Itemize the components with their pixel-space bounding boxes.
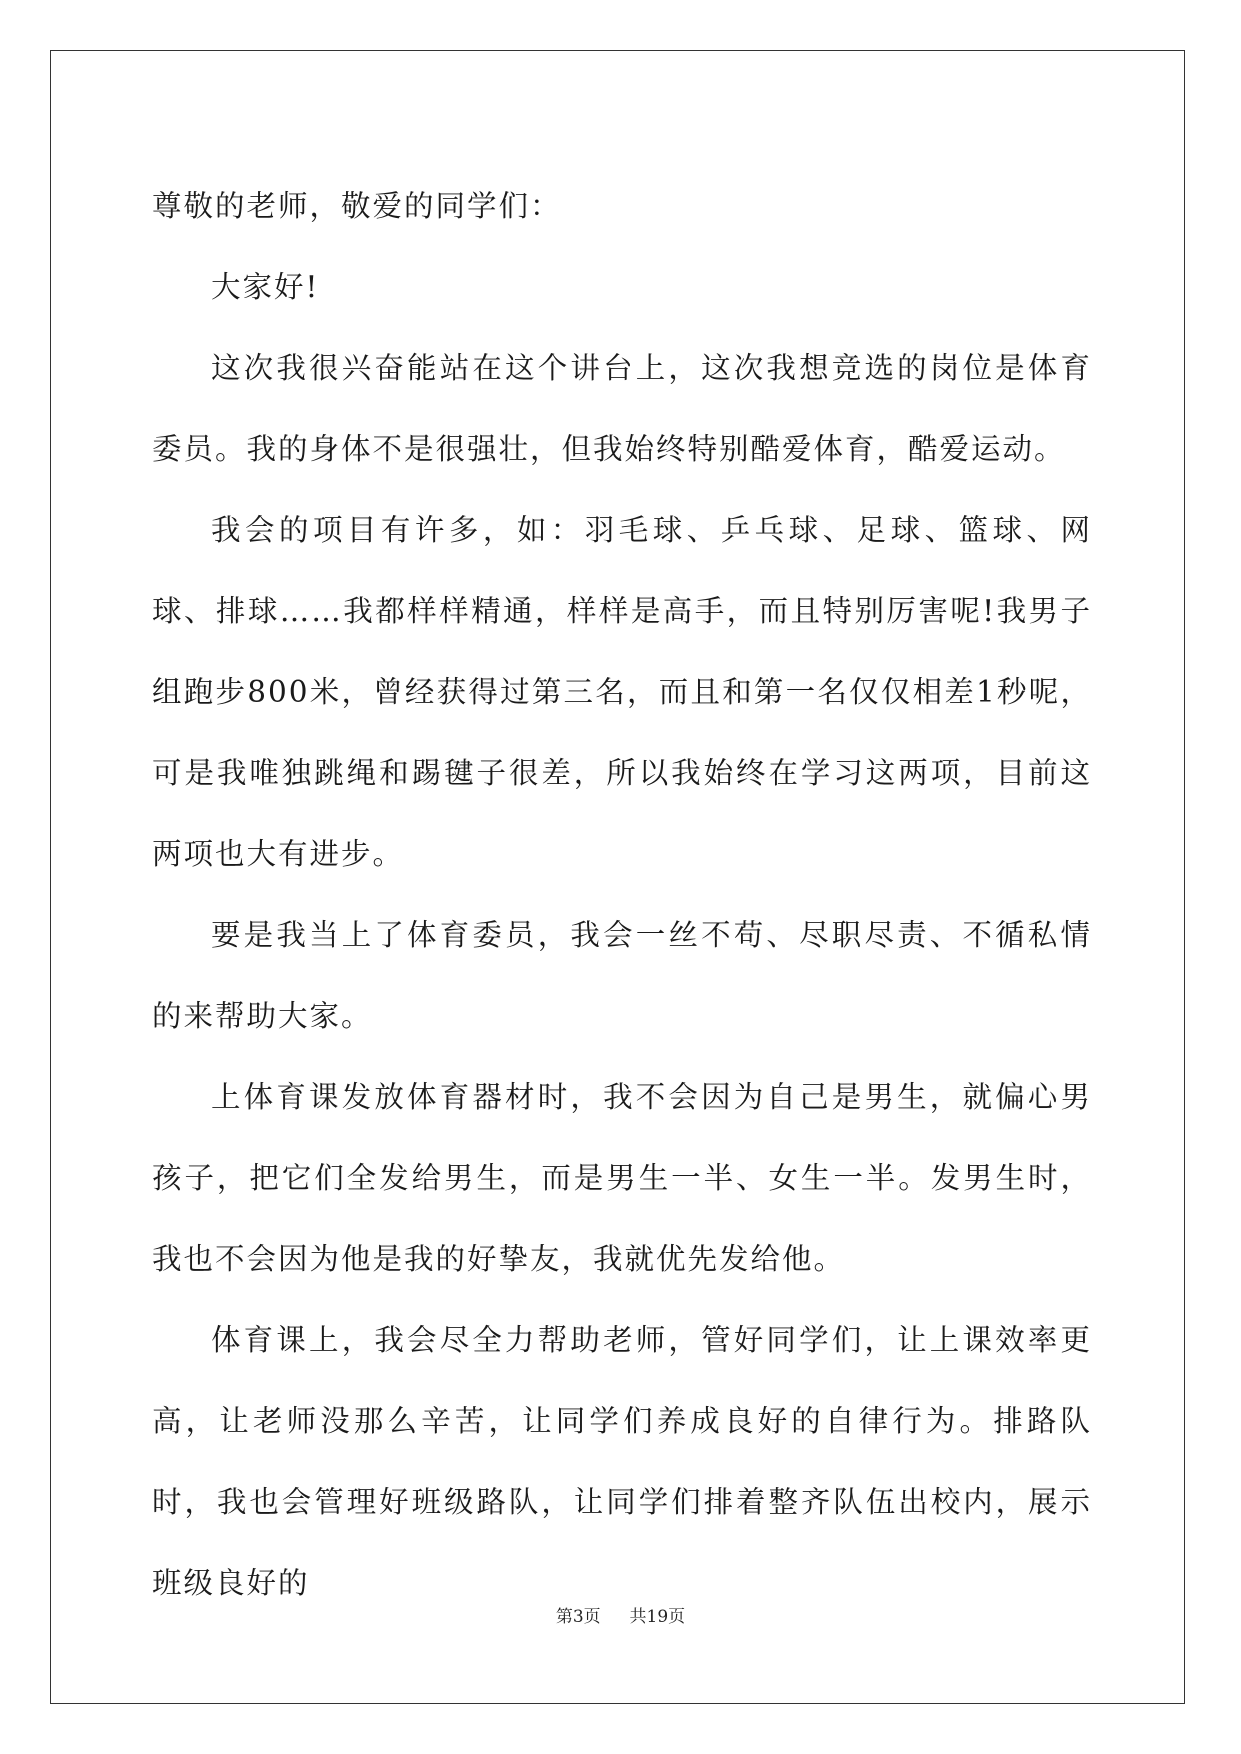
page-number: 第3页 bbox=[555, 1607, 601, 1627]
greeting: 大家好! bbox=[211, 270, 320, 304]
page-total: 共19页 bbox=[629, 1607, 686, 1627]
page-footer bbox=[0, 1602, 1241, 1627]
paragraph-skills: 我会的项目有许多，如：羽毛球、乒乓球、足球、篮球、网球、排球……我都样样精通，样样是高手，而且特别厉害呢!我男子组跑步800米，曾经获得过第三名，而且和第一名仅仅相差1秒呢，可是我唯独跳绳和踢毽子很差，所以我始终在学习这两项，目前这两项也大有进步。 bbox=[152, 513, 1092, 871]
paragraph-promise: 要是我当上了体育委员，我会一丝不苟、尽职尽责、不循私情的来帮助大家。 bbox=[152, 918, 1092, 1033]
paragraph-intro: 这次我很兴奋能站在这个讲台上，这次我想竞选的岗位是体育委员。我的身体不是很强壮，但我始终特别酷爱体育，酷爱运动。 bbox=[152, 351, 1092, 466]
document-body bbox=[152, 166, 1092, 1624]
paragraph-class-duty: 体育课上，我会尽全力帮助老师，管好同学们，让上课效率更高，让老师没那么辛苦，让同学们养成良好的自律行为。排路队时，我也会管理好班级路队，让同学们排着整齐队伍出校内，展示班级良好的 bbox=[152, 1323, 1092, 1600]
paragraph-equipment: 上体育课发放体育器材时，我不会因为自己是男生，就偏心男孩子，把它们全发给男生，而是男生一半、女生一半。发男生时，我也不会因为他是我的好挚友，我就优先发给他。 bbox=[152, 1080, 1092, 1276]
salutation: 尊敬的老师，敬爱的同学们： bbox=[152, 189, 562, 223]
